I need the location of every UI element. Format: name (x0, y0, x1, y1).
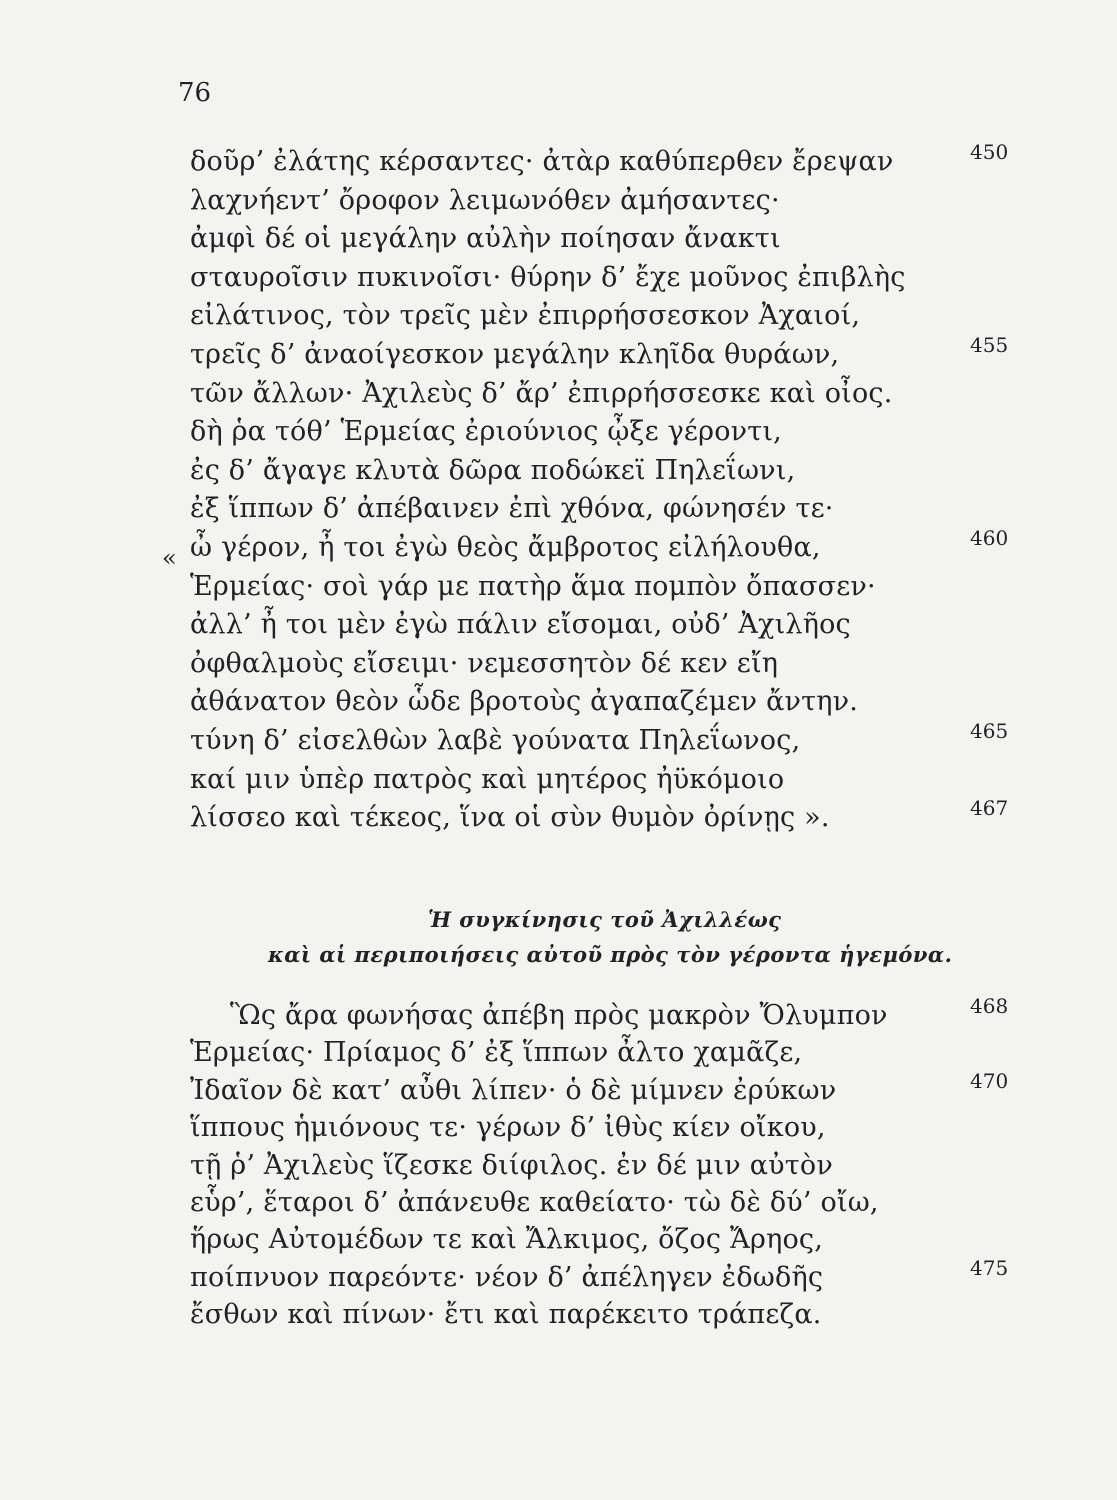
verse-line: ἀμφὶ δέ οἱ μεγάλην αὐλὴν ποίησαν ἄνακτι (190, 223, 781, 255)
line-number: 475 (970, 1255, 1009, 1280)
verse-line: τρεῖς δ’ ἀναοίγεσκον μεγάλην κληῖδα θυράων, (190, 339, 840, 370)
verse-line: εἰλάτινος, τὸν τρεῖς μὲν ἐπιρρήσσεσκον Ἀχαιοί, (190, 300, 861, 332)
verse-line: ὦ γέρον, ἦ τοι ἐγὼ θεὸς ἄμβροτος εἰλήλουθα, (190, 532, 821, 563)
verse-line: τῇ ῥ’ Ἀχιλεὺς ἵζεσκε διίφιλος. ἐν δέ μιν αὐτὸν (190, 1149, 833, 1181)
line-number: 465 (970, 719, 1009, 743)
line-number: 467 (970, 796, 1009, 821)
verse-line: ἀλλ’ ἦ τοι μὲν ἐγὼ πάλιν εἴσομαι, οὐδ’ Ἀχιλῆος (190, 609, 851, 641)
verse-line: ἔσθων καὶ πίνων· ἔτι καὶ παρέκειτο τράπεζα. (190, 1299, 822, 1331)
verse-line: ἐς δ’ ἄγαγε κλυτὰ δῶρα ποδώκεϊ Πηλεΐωνι, (190, 454, 796, 486)
line-number: 470 (970, 1068, 1009, 1093)
verse-line: ἥρως Αὐτομέδων τε καὶ Ἄλκιμος, ὄζος Ἄρηος, (190, 1224, 824, 1256)
verse-line: ἀθάνατον θεὸν ὧδε βροτοὺς ἀγαπαζέμεν ἄντην. (190, 686, 859, 718)
verse-line: εὗρ’, ἕταροι δ’ ἀπάνευθε καθείατο· τὼ δὲ δύ’ οἴω, (190, 1187, 879, 1218)
verse-line: σταυροῖσιν πυκινοῖσι· θύρην δ’ ἔχε μοῦνος ἐπιβλὴς (190, 261, 906, 293)
verse-line: ἐξ ἵππων δ’ ἀπέβαινεν ἐπὶ χθόνα, φώνησέν τε· (190, 493, 834, 525)
verse-line: τύνη δ’ εἰσελθὼν λαβὲ γούνατα Πηλεΐωνος, (190, 725, 801, 756)
line-number: 455 (970, 333, 1009, 357)
line-number: 460 (970, 526, 1009, 550)
verse-line: λαχνήεντ’ ὄροφον λειμωνόθεν ἀμήσαντες· (190, 184, 780, 216)
verse-line: Ἰδαῖον δὲ κατ’ αὖθι λίπεν· ὁ δὲ μίμνεν ἐρύκων (190, 1074, 837, 1106)
opening-quote-mark: « (162, 544, 177, 572)
verse-line: Ἑρμείας· Πρίαμος δ’ ἐξ ἵππων ἆλτο χαμᾶζε, (190, 1037, 803, 1069)
verse-line: λίσσεο καὶ τέκεος, ἵνα οἱ σὺν θυμὸν ὀρίνῃς ». (190, 802, 830, 834)
line-number: 450 (970, 140, 1009, 164)
verse-line: ἵππους ἡμιόνους τε· γέρων δ’ ἰθὺς κίεν οἴκου, (190, 1112, 826, 1144)
verse-line: Ἑρμείας· σοὶ γάρ με πατὴρ ἅμα πομπὸν ὄπασσεν· (190, 570, 876, 602)
page-number: 76 (178, 78, 212, 108)
verse-line: καί μιν ὑπὲρ πατρὸς καὶ μητέρος ἠϋκόμοιο (190, 763, 785, 795)
verse-line: δοῦρ’ ἐλάτης κέρσαντες· ἀτὰρ καθύπερθεν ἔρεψαν (190, 146, 894, 177)
verse-line: δὴ ῥα τόθ’ Ἑρμείας ἐριούνιος ᾦξε γέροντι, (190, 416, 782, 448)
verse-line: ποίπνυον παρεόντε· νέον δ’ ἀπέληγεν ἐδωδῆς (190, 1261, 824, 1293)
verse-line: Ὣς ἄρα φωνήσας ἀπέβη πρὸς μακρὸν Ὄλυμπον (230, 1000, 888, 1031)
section-heading-line-1: Ἡ συγκίνησις τοῦ Ἀχιλλέως (428, 907, 782, 932)
section-heading-line-2: καὶ αἱ περιποιήσεις αὐτοῦ πρὸς τὸν γέροντα ἡγεμόνα. (268, 942, 953, 967)
verse-line: ὀφθαλμοὺς εἴσειμι· νεμεσσητὸν δέ κεν εἴη (190, 647, 779, 679)
verse-line: τῶν ἄλλων· Ἀχιλεὺς δ’ ἄρ’ ἐπιρρήσσεσκε καὶ οἶος. (190, 377, 893, 409)
line-number: 468 (970, 994, 1009, 1018)
